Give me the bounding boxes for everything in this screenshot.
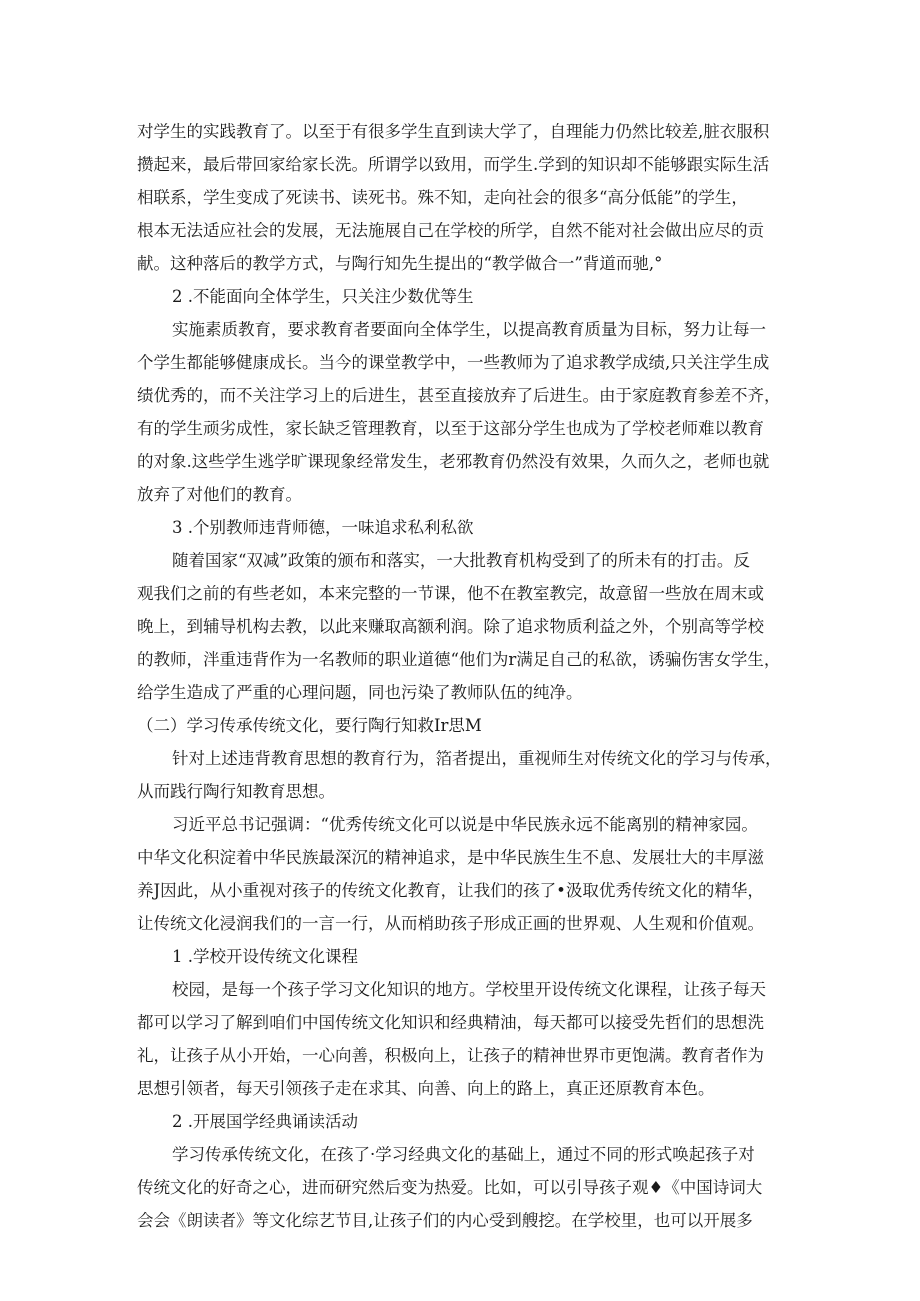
body-text-line: 会会《朗读者》等文化综艺节目,让孩子们的内心受到艘挖。在学校里，也可以开展多: [137, 1211, 753, 1230]
body-text-line: 学习传承传统文化，在孩了·学习经典文化的基础上，通过不同的形式唤起孩子对: [172, 1145, 755, 1164]
body-text-line: 献。这种落后的教学方式，与陶行知先生提出的“教学做合一”背道而驰,°: [137, 254, 663, 273]
body-text-line: 都可以学习了解到咱们中国传统文化知识和经典精油，每天都可以接受先哲们的思想洗: [137, 1013, 764, 1032]
section-heading: （二）学习传承传统文化，要行陶行知救Ir思M: [137, 716, 482, 735]
body-text-line: 从而践行陶行知教育思想。: [137, 782, 335, 801]
body-text-line: 校园，是每一个孩子学习文化知识的地方。学校里开设传统文化课程，让孩子每天: [172, 980, 766, 999]
section-heading: 3 .个别教师违背师德，一味追求私利私欲: [172, 518, 474, 537]
body-text-line: 的教师，泮重违背作为一名教师的职业道德“他们为r满足自己的私欲，诱骗伤害女学生，: [137, 650, 781, 669]
body-text-line: 礼，让孩子从小开始，一心向善，积极向上，让孩子的精神世界市更饱满。教育者作为: [137, 1046, 764, 1065]
body-text-line: 的对象.这些学生逃学旷课现象经常发生，老邪教育仍然没有效果，久而久之，老师也就: [137, 452, 770, 471]
body-text-line: 实施素质教育，要求教育者要面向全体学生，以提高教育质量为目标，努力让每一: [172, 320, 766, 339]
body-text-line: 随着国家“双减”政策的颁布和落实，一大批教育机构受到了的所未有的打击。反: [172, 551, 750, 570]
body-text-line: 针对上述违背教育思想的教育行为，箔者提出，重视师生对传统文化的学习与传承，: [172, 749, 782, 768]
body-text-line: 中华文化积淀着中华民族最深沉的精神追求，是中华民族生生不息、发展壮大的丰厚滋: [137, 848, 764, 867]
body-text-line: 对学生的实践教育了。以至于有很多学生直到读大学了，自理能力仍然比较差,脏衣服积: [137, 122, 770, 141]
body-text-line: 根本无法适应社会的发展，无法施展自己在学校的所学，自然不能对社会做出应尽的贡: [137, 221, 764, 240]
body-text-line: 有的学生顽劣成性，家长缺乏管理教育，以至于这部分学生也成为了学校老师难以教育: [137, 419, 764, 438]
body-text-line: 绩优秀的，而不关注学习上的后进生，甚至直接放弃了后进生。由于家庭教育参差不齐，: [137, 386, 781, 405]
body-text-line: 放弃了对他们的教育。: [137, 485, 302, 504]
body-text-line: 传统文化的好奇之心，进而研究然后变为热爱。比如，可以引导孩子观♦《中国诗词大: [137, 1178, 763, 1197]
body-text-line: 养J因此，从小重视对孩子的传统文化教育，让我们的孩了•汲取优秀传统文化的精华，: [137, 881, 764, 900]
body-text-line: 晚上，到辅导机构去教，以此来赚取高额利润。除了追求物质利益之外，个别高等学校: [137, 617, 764, 636]
body-text-line: 观我们之前的有些老如，本来完整的一节课，他不在教室教完，故意留一些放在周末或: [137, 584, 764, 603]
body-text-line: 让传统文化浸润我们的一言一行，从而梢助孩子形成正画的世界观、人生观和价值观。: [137, 914, 764, 933]
section-heading: 2 .不能面向全体学生，只关注少数优等生: [172, 287, 474, 306]
body-text-line: 相联系，学生变成了死读书、读死书。殊不知，走向社会的很多“高分低能”的学生，: [137, 188, 748, 207]
section-heading: 2 .开展国学经典诵读活动: [172, 1112, 358, 1131]
body-text-line: 思想引领者，每天引领孩子走在求其、向善、向上的路上，真正还原教育本色。: [137, 1079, 715, 1098]
body-text-line: 攒起来，最后带回家给家长洗。所谓学以致用，而学生.学到的知识却不能够跟实际生活: [137, 155, 770, 174]
body-text-line: 给学生造成了严重的心理问题，同也污染了教师队伍的纯净。: [137, 683, 583, 702]
section-heading: 1 .学校开设传统文化课程: [172, 947, 358, 966]
body-text-line: 个学生都能够健康成长。当今的课堂教学中，一些教师为了追求教学成绩,只关注学生成: [137, 353, 770, 372]
body-text-line: 习近平总书记强调：“优秀传统文化可以说是中华民族永远不能离别的精神家园。: [172, 815, 758, 834]
